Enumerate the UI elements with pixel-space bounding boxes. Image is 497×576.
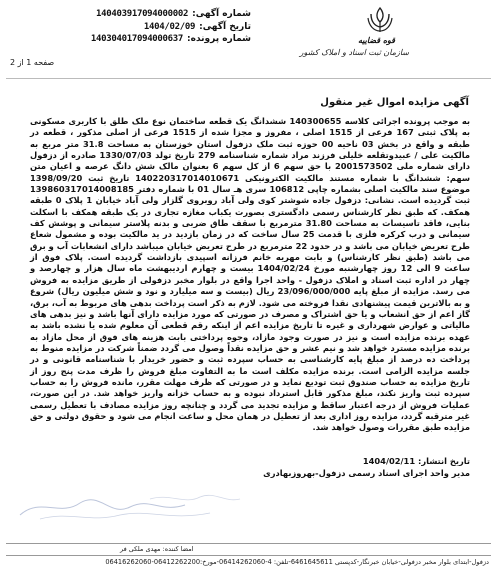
notice-body: به موجب پرونده اجرائی کلاسه 140300655 ششدانگ یک قطعه ساختمان نوع ملک طلق با کاربری مسکونی به پلاک ثبتی 167 فرعی از 1515 اصلی ، مفروز و مجزا شده از 1515 فرعی از اصلی مذکور ، قطعه در طبقه و واقع در بخش 03 ناحیه 00 حوزه ثبت ملک دزفول استان خوزستان به مساحت 31.8 متر مربع به مالکیت علی / عبیدوتقلعه خلیلی فرزند مراد شماره شناسنامه 279 تاریخ تولد 1330/07/03 صادره از دزفول دارای شماره ملی 2001573502 با حق سهم 6 از کل سهم 6 بعنوان مالک شش دانگ عرصه و اعیان متن سهم: ششدانگ با شماره مستند مالکیت الکترونیکی 140220317014010671 تاریخ ثبت 1398/09/20 موضوع سند مالکیت اصلی بشماره چاپی 106812 سری هـ سال 01 با شماره دفتر 139860317014008185 ثبت گردیده است. نشانی: دزفول جاده شوشتر کوی ولی آباد روبروی گلزار ولی آباد خیابان 1 پلاک 0 طبقه همکف. که طبق نظر کارشناس رسمی دادگستری بصورت یکباب مغازه تجاری در یک طبقه همکف با اسکلت بنایی، فاقد تاسیسات به مساحت 31.80 مترمربع با سقف طاق ضربی و بدنه پلاستر سیمانی و پوشش کف سیمانی و درب کرکره فلزی با قدمت 25 سال ساخت که در زمان بازدید در ید مالکیت بوده و مشمول شعاع طرح تعریض خیابان می باشد و در حدود 22 مترمربع در طرح تعریض خیابان میباشد دارای انشعابات آب و برق می باشد (طبق نظر کارشناس) و بابت مهریه خانم فرزانه اسپیدی بازداشت گردیده است. پلاک فوق از ساعت 9 الی 12 روز چهارشنبه مورخ 1404/02/24 بیست و چهارم اردیبهشت ماه سال هزار و چهارصد و چهار در اداره ثبت اسناد و املاک دزفول - واحد اجرا واقع در بلوار مخبر دزفولی از طریق مزایده به فروش می رسد. مزایده از مبلغ پایه 23/096/000/000 ریال (بیست و سه میلیارد و نود و شش میلیون ریال) شروع و به بالاترین قیمت پیشنهادی نقدا فروخته می شود. لازم به ذکر است پرداخت بدهی های مربوط به آب، برق، گاز اعم از حق انشعاب و یا حق اشتراک و مصرف در صورتی که مورد مزایده دارای آنها باشد و نیز بدهی های مالیاتی و عوارض شهرداری و غیره تا تاریخ مزایده اعم از اینکه رقم قطعی آن معلوم شده یا نشده باشد به عهده برنده مزایده است و نیز در صورت وجود مازاد، وجوه پرداختی بابت هزینه های فوق از محل مازاد به برنده مزایده مسترد خواهد شد و نیم عشر و حق مزایده نقداً وصول می گردد ضمناً شرکت در مزایده منوط به پرداخت ده درصد از مبلغ پایه کارشناسی به حساب سپرده ثبت و حضور خریدار با شناسنامه قانونی و در جلسه مزایده الزامی است. برنده مزایده مکلف است ما به التفاوت مبلغ فروش را ظرف مدت پنج روز از تاریخ مزایده به حساب صندوق ثبت تودیع نماید و در صورتی که ظرف مهلت مقرر، مانده فروش را به حساب سپرده ثبت واریز نکند، مبلغ مذکور قابل استرداد نبوده و به حساب خزانه واریز خواهد شد. در این صورت، عملیات فروش از درجه اعتبار ساقط و مزایده تجدید می گردد و چنانچه روز مزایده مصادف با تعطیل رسمی غیر مترقبه گردد، مزایده روز اداری بعد از تعطیل در همان محل و ساعت انجام می شود و حقوق دولتی و حق مزایده طبق مقررات وصول خواهد شد. (30, 116, 470, 433)
footer-address: دزفول-ابتدای بلوار مخبر دزفولی-خیابان خبرنگار-کدپستی 6461645611-تلفن: 4-06414262060-مورخ:06412262200-06416262060 (105, 558, 489, 566)
meta-row-notice-date (6, 21, 251, 34)
meta-value: 140304017094000637 (90, 34, 184, 44)
meta-row-notice-number (6, 8, 251, 21)
meta-label: شماره پرونده: (187, 34, 251, 44)
meta-value: 140403917094000002 (96, 9, 189, 19)
footer-signer: امضا کننده: مهدی ملکی فر (120, 545, 194, 553)
header-divider (6, 78, 491, 79)
emblem-icon (365, 6, 395, 34)
footer-divider-bottom (6, 555, 491, 556)
signature-line: مدیر واحد اجرای اسناد رسمی دزفول-بهروزبهادری (263, 468, 470, 478)
notice-title: آگهی مزایده اموال غیر منقول (320, 97, 469, 108)
official-stamp (0, 487, 280, 527)
org-name-registry: سازمان ثبت اسناد و املاک کشور (299, 48, 409, 57)
organization-logo (277, 6, 487, 68)
org-name-judiciary: قوه قضاییه (357, 36, 395, 45)
page-number: صفحه 1 از 2 (10, 58, 55, 67)
notice-meta (6, 8, 251, 46)
meta-label: تاریخ آگهی: (199, 21, 251, 32)
footer-divider-top (6, 543, 491, 544)
meta-row-case-number (6, 33, 251, 46)
meta-value: 1404/02/09 (143, 21, 196, 32)
publish-date: تاریخ انتشار: 1404/02/11 (362, 456, 470, 466)
meta-label: شماره آگهی: (192, 9, 251, 19)
